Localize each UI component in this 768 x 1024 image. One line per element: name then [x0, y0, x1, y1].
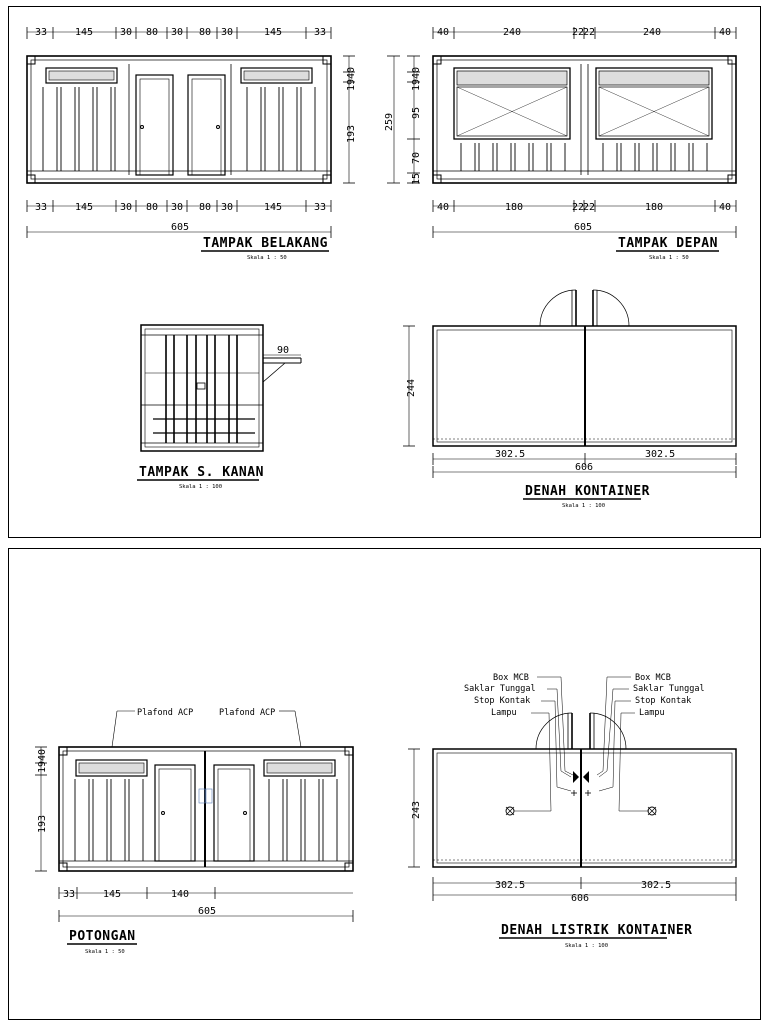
front-left-dim-1: 259: [384, 112, 395, 131]
floor-plan: [403, 290, 736, 509]
rear-elevation-scale: Skala 1 : 50: [247, 255, 287, 261]
front-left-dim-5: 40: [411, 66, 422, 79]
elec-right-dim: 302.5: [641, 880, 672, 891]
rear-bottom-dim-5: 30: [171, 202, 184, 213]
front-bottom-dim-5: 180: [645, 202, 664, 213]
elec-right-label-3: Stop Kontak: [635, 696, 692, 706]
rear-bottom-dim-7: 30: [221, 202, 234, 213]
rear-top-dim-9: 33: [314, 27, 327, 38]
rear-bottom-dim-8: 145: [264, 202, 283, 213]
front-left-dim-3: 70: [411, 151, 422, 164]
elec-left-dim: 302.5: [495, 880, 526, 891]
rear-right-dim-1: 40: [346, 66, 357, 79]
elec-right-label-2: Saklar Tunggal: [633, 684, 705, 694]
section-bottom-dim-3: 140: [171, 889, 190, 900]
drawing-sheet-2: [8, 548, 761, 1020]
rear-overall-dim: 605: [171, 222, 190, 233]
front-left-dim-4: 15: [411, 172, 422, 185]
section-left-dim-2: 19: [37, 760, 48, 773]
front-top-dim-5: 240: [643, 27, 662, 38]
side-canopy-dim: 90: [277, 345, 290, 356]
plan-left-dim: 302.5: [495, 449, 526, 460]
rear-top-dim-3: 30: [120, 27, 133, 38]
section-bottom-dim-2: 145: [103, 889, 122, 900]
rear-elevation-title: TAMPAK BELAKANG: [203, 236, 328, 251]
rear-bottom-dim-6: 80: [199, 202, 212, 213]
electrical-plan-scale: Skala 1 : 100: [565, 943, 609, 949]
plan-right-dim: 302.5: [645, 449, 676, 460]
section-title: POTONGAN: [69, 929, 136, 944]
mcb-icon-right: [583, 771, 589, 783]
front-overall-dim: 605: [574, 222, 593, 233]
section-left-dim-3: 193: [37, 814, 48, 833]
front-bottom-dim-4: 22: [583, 202, 596, 213]
drawing-sheet-1: [8, 6, 761, 538]
side-elevation: [137, 325, 301, 490]
sheet-2-drawing: [9, 549, 762, 1021]
rear-top-dim-4: 80: [146, 27, 159, 38]
front-left-dim-2: 95: [411, 106, 422, 119]
elec-right-label-1: Box MCB: [635, 673, 671, 683]
section-view: [35, 708, 353, 955]
elec-height-dim: 243: [411, 800, 422, 819]
rear-bottom-dim-2: 145: [75, 202, 94, 213]
front-elevation-title: TAMPAK DEPAN: [618, 236, 718, 251]
rear-bottom-dim-9: 33: [314, 202, 327, 213]
side-elevation-title: TAMPAK S. KANAN: [139, 465, 264, 480]
rear-top-dim-1: 33: [35, 27, 48, 38]
rear-bottom-dim-3: 30: [120, 202, 133, 213]
rear-top-dim-6: 80: [199, 27, 212, 38]
front-top-dim-1: 40: [437, 27, 450, 38]
electrical-plan-title: DENAH LISTRIK KONTAINER: [501, 923, 693, 938]
rear-top-dim-7: 30: [221, 27, 234, 38]
section-label-right: Plafond ACP: [219, 708, 276, 718]
rear-top-dim-2: 145: [75, 27, 94, 38]
side-elevation-scale: Skala 1 : 100: [179, 484, 223, 490]
plan-height-dim: 244: [406, 378, 417, 397]
elec-left-label-3: Stop Kontak: [474, 696, 531, 706]
sheet-1-drawing: [9, 7, 762, 539]
front-bottom-dim-2: 180: [505, 202, 524, 213]
elec-overall-dim: 606: [571, 893, 590, 904]
elec-left-label-1: Box MCB: [493, 673, 529, 683]
section-left-dim-1: 40: [37, 748, 48, 761]
front-elevation-scale: Skala 1 : 50: [649, 255, 689, 261]
front-left-dim-6: 19: [411, 78, 422, 91]
rear-top-dim-8: 145: [264, 27, 283, 38]
floor-plan-title: DENAH KONTAINER: [525, 484, 650, 499]
front-top-dim-3: 22: [572, 27, 585, 38]
elec-right-label-4: Lampu: [639, 708, 665, 718]
rear-top-dim-5: 30: [171, 27, 184, 38]
electrical-plan: [408, 673, 736, 949]
section-overall-dim: 605: [198, 906, 217, 917]
floor-plan-scale: Skala 1 : 100: [562, 503, 606, 509]
front-top-dim-2: 240: [503, 27, 522, 38]
front-elevation: [384, 27, 736, 261]
rear-bottom-dim-4: 80: [146, 202, 159, 213]
plan-overall-dim: 606: [575, 462, 594, 473]
section-bottom-dim-1: 33: [63, 889, 76, 900]
section-scale: Skala 1 : 50: [85, 949, 125, 955]
rear-bottom-dim-1: 33: [35, 202, 48, 213]
elec-left-label-2: Saklar Tunggal: [464, 684, 536, 694]
front-top-dim-4: 22: [583, 27, 596, 38]
mcb-icon-left: [573, 771, 579, 783]
front-bottom-dim-6: 40: [719, 202, 732, 213]
front-top-dim-6: 40: [719, 27, 732, 38]
rear-right-dim-3: 193: [346, 124, 357, 143]
front-bottom-dim-1: 40: [437, 202, 450, 213]
front-bottom-dim-3: 22: [572, 202, 585, 213]
rear-right-dim-2: 19: [346, 78, 357, 91]
section-label-left: Plafond ACP: [137, 708, 194, 718]
rear-elevation: [27, 27, 357, 261]
elec-left-label-4: Lampu: [491, 708, 517, 718]
